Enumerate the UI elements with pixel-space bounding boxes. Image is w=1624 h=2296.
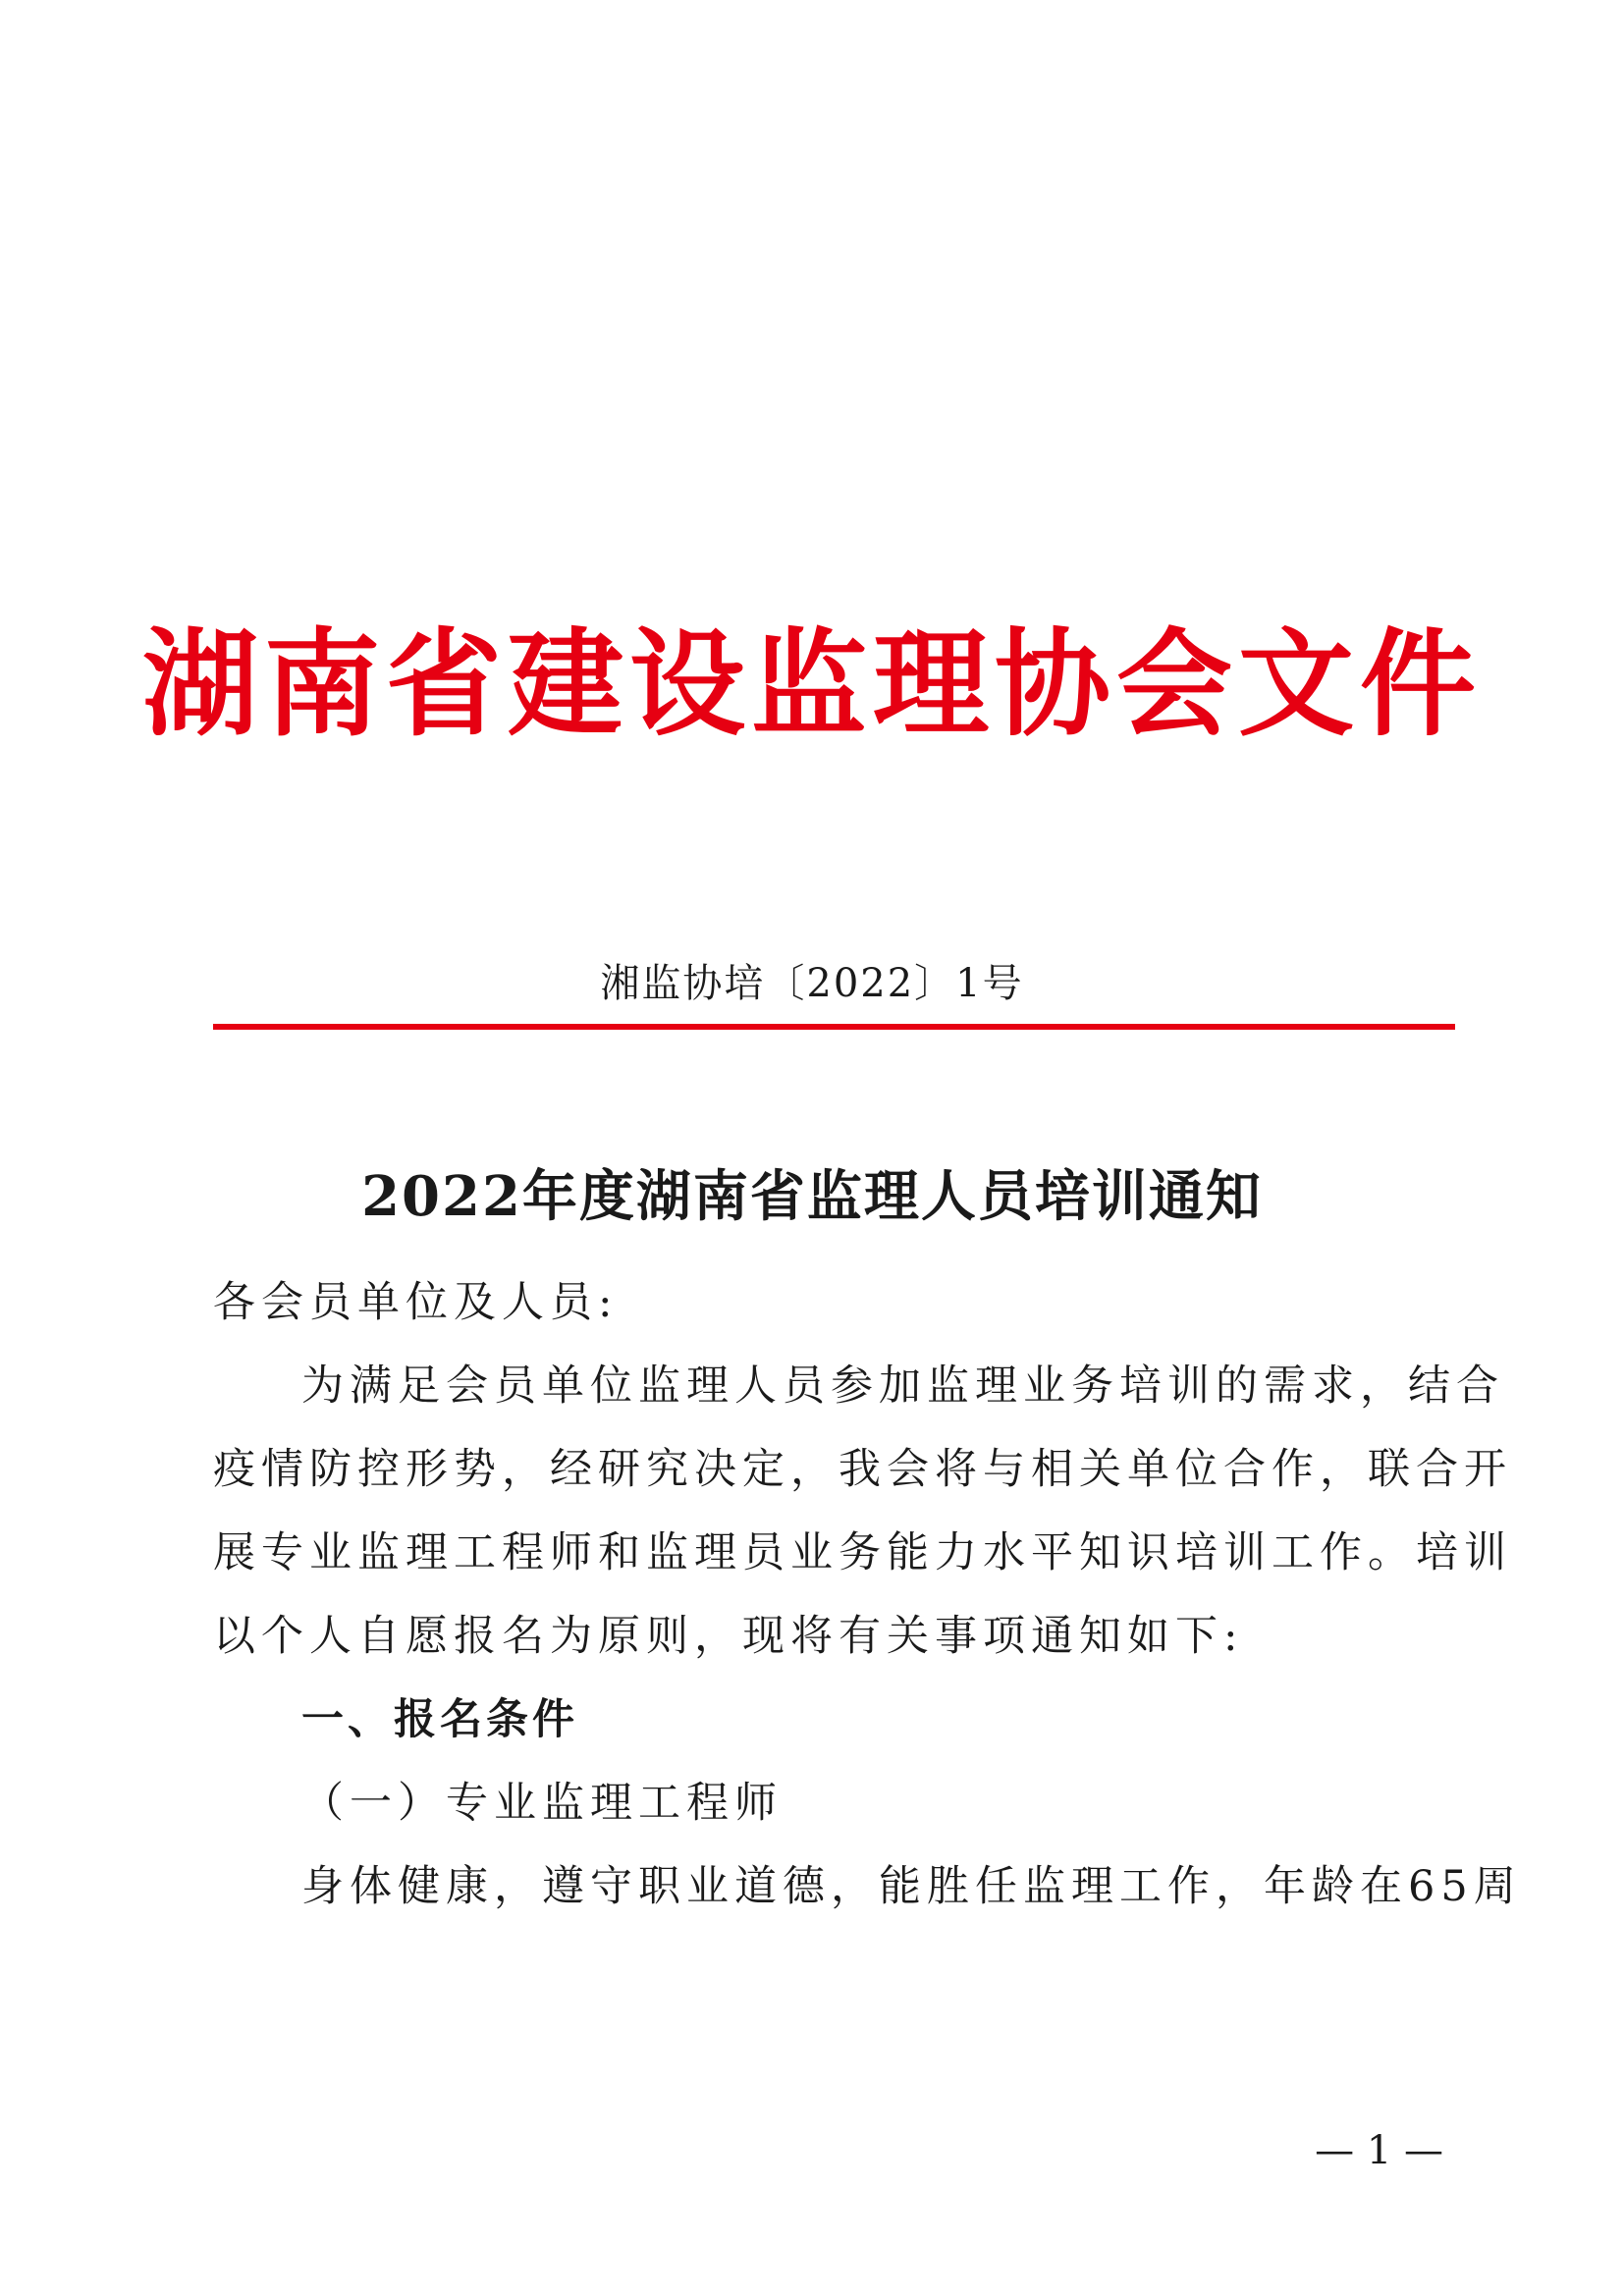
page-number: — 1 —: [1315, 2128, 1443, 2173]
notice-title: 2022年度湖南省监理人员培训通知: [361, 1164, 1263, 1229]
section-heading-registration-requirements: 一、报名条件: [301, 1695, 578, 1744]
salutation: 各会员单位及人员:: [213, 1278, 619, 1327]
intro-line-1: 为满足会员单位监理人员参加监理业务培训的需求，结合: [301, 1362, 1504, 1411]
intro-line-4: 以个人自愿报名为原则，现将有关事项通知如下:: [213, 1612, 1244, 1661]
subsection-heading-supervising-engineer: （一）专业监理工程师: [301, 1779, 783, 1828]
document-masthead: 湖南省建设监理协会文件: [141, 615, 1482, 752]
red-divider-rule: [213, 1024, 1455, 1030]
intro-line-3: 展专业监理工程师和监理员业务能力水平知识培训工作。培训: [213, 1528, 1512, 1577]
intro-line-2: 疫情防控形势，经研究决定，我会将与相关单位合作，联合开: [213, 1445, 1512, 1494]
subsection-text-line-1: 身体健康，遵守职业道德，能胜任监理工作，年龄在65周: [301, 1862, 1522, 1911]
document-number: 湘监协培〔2022〕1号: [600, 961, 1024, 1006]
